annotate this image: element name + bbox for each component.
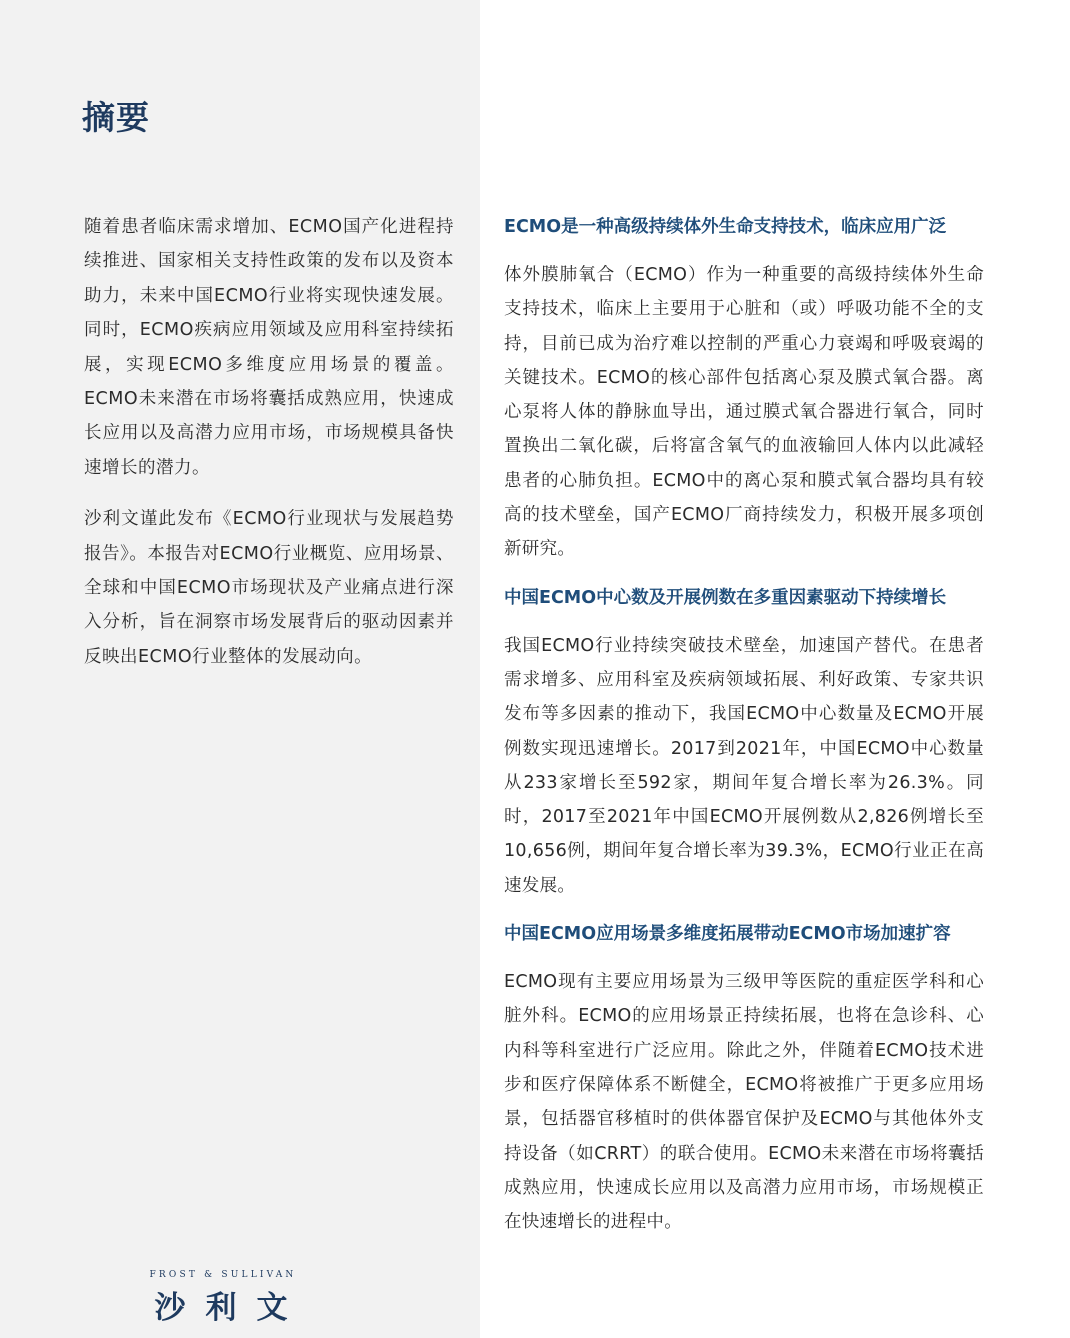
right-column: [504, 210, 984, 1253]
page-title: 摘要: [82, 98, 150, 137]
left-column: [84, 210, 454, 691]
section-heading: 中国ECMO应用场景多维度拓展带动ECMO市场加速扩容: [504, 924, 951, 945]
logo-english-text: FROST & SULLIVAN: [149, 1270, 297, 1280]
section-body: 我国ECMO行业持续突破技术壁垒，加速国产替代。在患者需求增多、应用科室及疾病领域拓展、利好政策、专家共识发布等多因素的推动下，我国ECMO中心数量及ECMO开展例数实现迅速增长。2017到2021年，中国ECMO中心数量从233家增长至592家，期间年复合增长率为26.3%。同时，2017至2021年中国ECMO开展例数从2,826例增长至10,656例，期间年复合增长率为39.3%，ECMO行业正在高速发展。: [504, 635, 984, 896]
logo-chinese-text: 沙利文: [154, 1290, 308, 1326]
report-paragraph: 沙利文谨此发布《ECMO行业现状与发展趋势报告》。本报告对ECMO行业概览、应用场景、全球和中国ECMO市场现状及产业痛点进行深入分析，旨在洞察市场发展背后的驱动因素并反映出ECMO行业整体的发展动向。: [84, 509, 454, 667]
section-heading: 中国ECMO中心数及开展例数在多重因素驱动下持续增长: [504, 587, 947, 608]
section-body: 体外膜肺氧合（ECMO）作为一种重要的高级持续体外生命支持技术，临床上主要用于心脏和（或）呼吸功能不全的支持，目前已成为治疗难以控制的严重心力衰竭和呼吸衰竭的关键技术。ECMO的核心部件包括离心泵及膜式氧合器。离心泵将人体的静脉血导出，通过膜式氧合器进行氧合，同时置换出二氧化碳，后将富含氧气的血液输回人体内以此减轻患者的心肺负担。ECMO中的离心泵和膜式氧合器均具有较高的技术壁垒，国产ECMO厂商持续发力，积极开展多项创新研究。: [504, 265, 984, 560]
section-body: ECMO现有主要应用场景为三级甲等医院的重症医学科和心脏外科。ECMO的应用场景正持续拓展，也将在急诊科、心内科等科室进行广泛应用。除此之外，伴随着ECMO技术进步和医疗保障体系不断健全，ECMO将被推广于更多应用场景，包括器官移植时的供体器官保护及ECMO与其他体外支持设备（如CRRT）的联合使用。ECMO未来潜在市场将囊括成熟应用，快速成长应用以及高潜力应用市场，市场规模正在快速增长的进程中。: [504, 972, 984, 1233]
frost-sullivan-logo: [138, 1270, 308, 1327]
section-heading: ECMO是一种高级持续体外生命支持技术，临床应用广泛: [504, 217, 947, 237]
intro-paragraph: 随着患者临床需求增加、ECMO国产化进程持续推进、国家相关支持性政策的发布以及资本助力，未来中国ECMO行业将实现快速发展。同时，ECMO疾病应用领域及应用科室持续拓展，实现ECMO多维度应用场景的覆盖。ECMO未来潜在市场将囊括成熟应用，快速成长应用以及高潜力应用市场，市场规模具备快速增长的潜力。: [84, 217, 454, 478]
